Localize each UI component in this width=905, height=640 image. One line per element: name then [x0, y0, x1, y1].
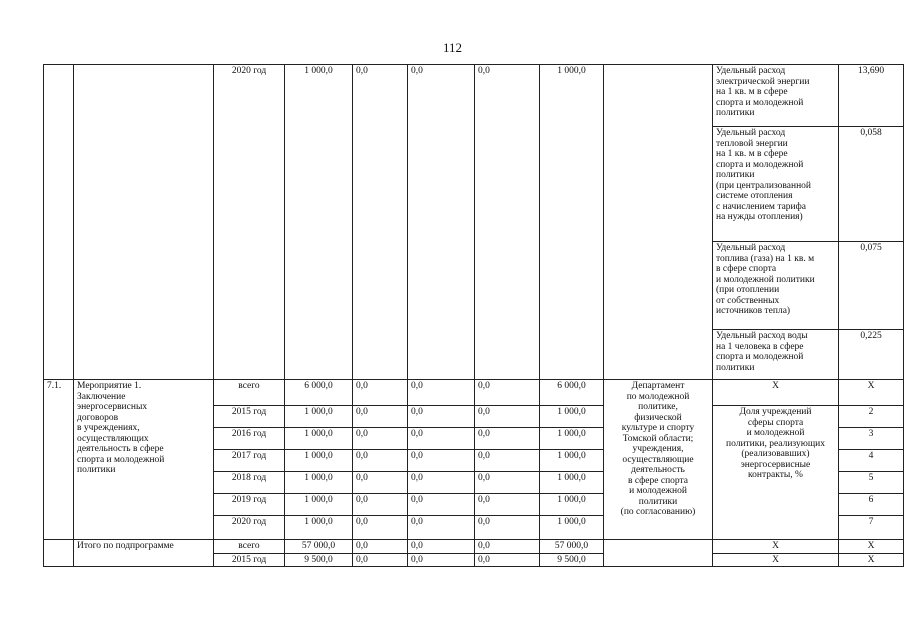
- year-cell: всего: [214, 380, 285, 406]
- regional-cell: 0,0: [408, 450, 475, 472]
- executor-cell: [604, 65, 713, 380]
- table-row: [44, 380, 904, 406]
- extra-cell: 1 000,0: [540, 65, 604, 380]
- total-cell: 1 000,0: [285, 450, 353, 472]
- measure-executor: Департамент по молодежной политике, физической культуре и спорту Томской области; учреждения, осуществляющие деятельность в сфере спорта и молодежной политики (по согласованию): [604, 380, 713, 540]
- federal-cell: 0,0: [353, 553, 408, 567]
- local-cell: 0,0: [475, 540, 540, 554]
- indicator-name-cell: Х: [713, 380, 839, 406]
- indicator-name-cell: Удельный расход топлива (газа) на 1 кв. м в сфере спорта и молодежной политики (при отоплении от собственных источников тепла): [713, 242, 839, 330]
- measure-number: 7.1.: [44, 380, 74, 540]
- total-cell: 1 000,0: [285, 472, 353, 494]
- federal-cell: 0,0: [353, 428, 408, 450]
- indicator-name-cell: Удельный расход электрической энергии на 1 кв. м в сфере спорта и молодежной политики: [713, 65, 839, 127]
- extra-cell: 9 500,0: [540, 553, 604, 567]
- regional-cell: 0,0: [408, 380, 475, 406]
- federal-cell: 0,0: [353, 380, 408, 406]
- indicator-value-cell: 0,075: [839, 242, 904, 330]
- extra-cell: 1 000,0: [540, 406, 604, 428]
- regional-cell: 0,0: [408, 472, 475, 494]
- local-cell: 0,0: [475, 406, 540, 428]
- year-cell: всего: [214, 540, 285, 554]
- total-cell: 9 500,0: [285, 553, 353, 567]
- indicator-name-cell: Удельный расход воды на 1 человека в сфере спорта и молодежной политики: [713, 330, 839, 380]
- table-row: [44, 65, 904, 127]
- local-cell: 0,0: [475, 65, 540, 380]
- indicator-name-cell: Х: [713, 553, 839, 567]
- regional-cell: 0,0: [408, 65, 475, 380]
- year-cell: 2019 год: [214, 494, 285, 516]
- total-cell: 1 000,0: [285, 428, 353, 450]
- extra-cell: 57 000,0: [540, 540, 604, 554]
- extra-cell: 1 000,0: [540, 472, 604, 494]
- measure-indicator-name: Доля учреждений сферы спорта и молодежной политики, реализующих (реализовавших) энергосервисные контракты, %: [713, 406, 839, 540]
- extra-cell: 1 000,0: [540, 494, 604, 516]
- federal-cell: 0,0: [353, 516, 408, 540]
- local-cell: 0,0: [475, 472, 540, 494]
- table-row: [44, 540, 904, 554]
- indicator-value-cell: 6: [839, 494, 904, 516]
- federal-cell: 0,0: [353, 450, 408, 472]
- extra-cell: 1 000,0: [540, 516, 604, 540]
- indicator-name-cell: Х: [713, 540, 839, 554]
- indicator-value-cell: 4: [839, 450, 904, 472]
- federal-cell: 0,0: [353, 472, 408, 494]
- program-table: [43, 64, 904, 567]
- extra-cell: 6 000,0: [540, 380, 604, 406]
- year-cell: 2015 год: [214, 553, 285, 567]
- total-cell: 1 000,0: [285, 65, 353, 380]
- total-cell: 6 000,0: [285, 380, 353, 406]
- indicator-value-cell: Х: [839, 380, 904, 406]
- indicator-value-cell: 2: [839, 406, 904, 428]
- indicator-value-cell: 13,690: [839, 65, 904, 127]
- extra-cell: 1 000,0: [540, 450, 604, 472]
- total-cell: 1 000,0: [285, 494, 353, 516]
- indicator-value-cell: 5: [839, 472, 904, 494]
- number-cell: [44, 540, 74, 567]
- year-cell: 2015 год: [214, 406, 285, 428]
- total-cell: 57 000,0: [285, 540, 353, 554]
- measure-name: Мероприятие 1. Заключение энергосервисных договоров в учреждениях, осуществляющих деятельность в сфере спорта и молодежной политики: [74, 380, 214, 540]
- federal-cell: 0,0: [353, 406, 408, 428]
- total-cell: 1 000,0: [285, 406, 353, 428]
- subprogram-total-label: Итого по подпрограмме: [74, 540, 214, 567]
- total-cell: 1 000,0: [285, 516, 353, 540]
- regional-cell: 0,0: [408, 406, 475, 428]
- year-cell: 2020 год: [214, 516, 285, 540]
- number-cell: [44, 65, 74, 380]
- federal-cell: 0,0: [353, 540, 408, 554]
- year-cell: 2017 год: [214, 450, 285, 472]
- local-cell: 0,0: [475, 494, 540, 516]
- regional-cell: 0,0: [408, 516, 475, 540]
- local-cell: 0,0: [475, 553, 540, 567]
- executor-cell: [604, 540, 713, 567]
- indicator-value-cell: 7: [839, 516, 904, 540]
- extra-cell: 1 000,0: [540, 428, 604, 450]
- local-cell: 0,0: [475, 516, 540, 540]
- indicator-value-cell: Х: [839, 553, 904, 567]
- indicator-value-cell: 0,225: [839, 330, 904, 380]
- regional-cell: 0,0: [408, 540, 475, 554]
- federal-cell: 0,0: [353, 65, 408, 380]
- regional-cell: 0,0: [408, 494, 475, 516]
- year-cell: 2020 год: [214, 65, 285, 380]
- local-cell: 0,0: [475, 380, 540, 406]
- indicator-value-cell: 0,058: [839, 127, 904, 242]
- page-number: 112: [442, 40, 463, 55]
- local-cell: 0,0: [475, 428, 540, 450]
- regional-cell: 0,0: [408, 428, 475, 450]
- indicator-value-cell: Х: [839, 540, 904, 554]
- federal-cell: 0,0: [353, 494, 408, 516]
- regional-cell: 0,0: [408, 553, 475, 567]
- indicator-name-cell: Удельный расход тепловой энергии на 1 кв. м в сфере спорта и молодежной политики (при централизованной системе отопления с начислением тарифа на нужды отопления): [713, 127, 839, 242]
- name-cell: [74, 65, 214, 380]
- year-cell: 2018 год: [214, 472, 285, 494]
- local-cell: 0,0: [475, 450, 540, 472]
- year-cell: 2016 год: [214, 428, 285, 450]
- indicator-value-cell: 3: [839, 428, 904, 450]
